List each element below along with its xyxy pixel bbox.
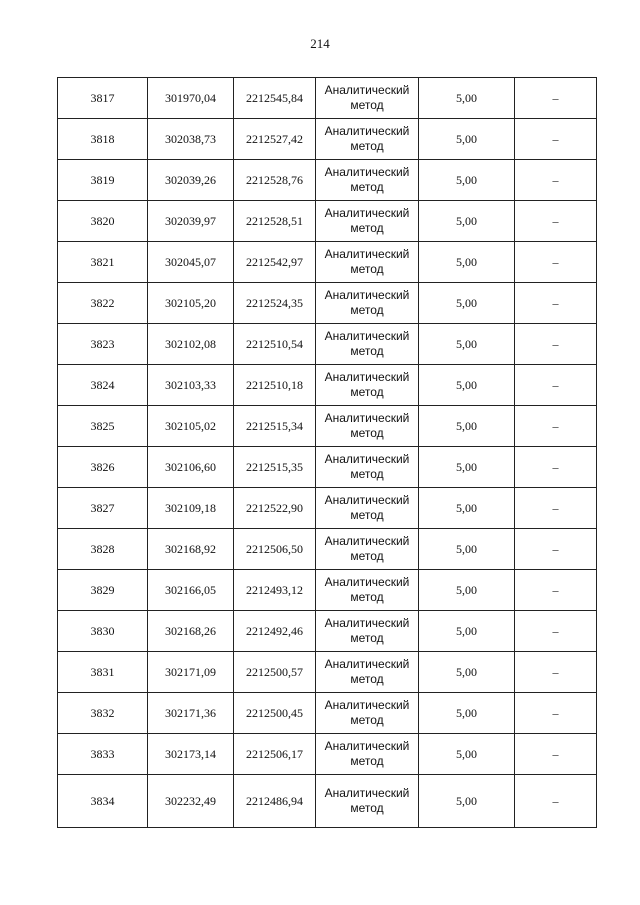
accuracy-cell: 5,00 [419, 78, 515, 119]
table-row [58, 324, 597, 365]
accuracy-cell: 5,00 [419, 693, 515, 734]
accuracy-cell: 5,00 [419, 119, 515, 160]
method-line-2: метод [350, 385, 384, 399]
point-number-cell: 3822 [58, 283, 148, 324]
y-coordinate-cell: 2212493,12 [234, 570, 316, 611]
note-cell: – [515, 447, 597, 488]
table-row [58, 406, 597, 447]
method-line-1: Аналитический [324, 698, 410, 712]
note-cell: – [515, 119, 597, 160]
x-coordinate-cell: 302102,08 [148, 324, 234, 365]
method-line-1: Аналитический [324, 657, 410, 671]
x-coordinate-cell: 302168,92 [148, 529, 234, 570]
note-cell: – [515, 365, 597, 406]
accuracy-cell: 5,00 [419, 283, 515, 324]
method-cell [316, 447, 419, 488]
page-number: 214 [310, 36, 330, 51]
table-row [58, 652, 597, 693]
accuracy-cell: 5,00 [419, 570, 515, 611]
accuracy-cell: 5,00 [419, 775, 515, 828]
note-cell: – [515, 406, 597, 447]
y-coordinate-cell: 2212515,34 [234, 406, 316, 447]
point-number-cell: 3825 [58, 406, 148, 447]
method-cell [316, 201, 419, 242]
method-cell [316, 611, 419, 652]
y-coordinate-cell: 2212506,17 [234, 734, 316, 775]
x-coordinate-cell: 301970,04 [148, 78, 234, 119]
method-line-2: метод [350, 344, 384, 358]
y-coordinate-cell: 2212528,51 [234, 201, 316, 242]
method-line-2: метод [350, 180, 384, 194]
method-line-1: Аналитический [324, 616, 410, 630]
point-number-cell: 3834 [58, 775, 148, 828]
method-line-2: метод [350, 426, 384, 440]
method-line-1: Аналитический [324, 288, 410, 302]
y-coordinate-cell: 2212510,18 [234, 365, 316, 406]
note-cell: – [515, 324, 597, 365]
method-line-2: метод [350, 98, 384, 112]
method-cell [316, 775, 419, 828]
x-coordinate-cell: 302171,36 [148, 693, 234, 734]
note-cell: – [515, 611, 597, 652]
method-line-1: Аналитический [324, 493, 410, 507]
note-cell: – [515, 160, 597, 201]
point-number-cell: 3821 [58, 242, 148, 283]
accuracy-cell: 5,00 [419, 365, 515, 406]
method-line-1: Аналитический [324, 786, 410, 800]
table-row [58, 611, 597, 652]
x-coordinate-cell: 302039,97 [148, 201, 234, 242]
accuracy-cell: 5,00 [419, 447, 515, 488]
method-line-1: Аналитический [324, 83, 410, 97]
x-coordinate-cell: 302039,26 [148, 160, 234, 201]
method-cell [316, 488, 419, 529]
table-row [58, 775, 597, 828]
method-line-2: метод [350, 631, 384, 645]
accuracy-cell: 5,00 [419, 652, 515, 693]
method-line-2: метод [350, 467, 384, 481]
method-line-1: Аналитический [324, 575, 410, 589]
point-number-cell: 3824 [58, 365, 148, 406]
method-cell [316, 283, 419, 324]
method-cell [316, 242, 419, 283]
table-row [58, 201, 597, 242]
method-line-2: метод [350, 801, 384, 815]
note-cell: – [515, 201, 597, 242]
table-row [58, 693, 597, 734]
method-line-1: Аналитический [324, 411, 410, 425]
table-row [58, 283, 597, 324]
note-cell: – [515, 734, 597, 775]
x-coordinate-cell: 302166,05 [148, 570, 234, 611]
accuracy-cell: 5,00 [419, 201, 515, 242]
x-coordinate-cell: 302038,73 [148, 119, 234, 160]
point-number-cell: 3826 [58, 447, 148, 488]
y-coordinate-cell: 2212486,94 [234, 775, 316, 828]
y-coordinate-cell: 2212515,35 [234, 447, 316, 488]
point-number-cell: 3829 [58, 570, 148, 611]
y-coordinate-cell: 2212510,54 [234, 324, 316, 365]
method-cell [316, 693, 419, 734]
method-line-2: метод [350, 549, 384, 563]
method-cell [316, 734, 419, 775]
method-line-2: метод [350, 713, 384, 727]
method-line-2: метод [350, 508, 384, 522]
y-coordinate-cell: 2212500,45 [234, 693, 316, 734]
y-coordinate-cell: 2212524,35 [234, 283, 316, 324]
point-number-cell: 3830 [58, 611, 148, 652]
table-body [58, 78, 597, 828]
point-number-cell: 3827 [58, 488, 148, 529]
y-coordinate-cell: 2212542,97 [234, 242, 316, 283]
note-cell: – [515, 693, 597, 734]
y-coordinate-cell: 2212528,76 [234, 160, 316, 201]
y-coordinate-cell: 2212500,57 [234, 652, 316, 693]
point-number-cell: 3820 [58, 201, 148, 242]
x-coordinate-cell: 302105,02 [148, 406, 234, 447]
table-row [58, 734, 597, 775]
method-cell [316, 406, 419, 447]
table-row [58, 365, 597, 406]
method-line-1: Аналитический [324, 452, 410, 466]
accuracy-cell: 5,00 [419, 488, 515, 529]
table-row [58, 529, 597, 570]
table-row [58, 447, 597, 488]
method-line-2: метод [350, 590, 384, 604]
method-line-2: метод [350, 754, 384, 768]
accuracy-cell: 5,00 [419, 242, 515, 283]
method-cell [316, 570, 419, 611]
method-line-2: метод [350, 221, 384, 235]
accuracy-cell: 5,00 [419, 529, 515, 570]
y-coordinate-cell: 2212545,84 [234, 78, 316, 119]
method-line-2: метод [350, 139, 384, 153]
method-cell [316, 78, 419, 119]
accuracy-cell: 5,00 [419, 611, 515, 652]
y-coordinate-cell: 2212522,90 [234, 488, 316, 529]
point-number-cell: 3819 [58, 160, 148, 201]
y-coordinate-cell: 2212506,50 [234, 529, 316, 570]
x-coordinate-cell: 302105,20 [148, 283, 234, 324]
x-coordinate-cell: 302173,14 [148, 734, 234, 775]
method-line-2: метод [350, 262, 384, 276]
method-line-1: Аналитический [324, 370, 410, 384]
y-coordinate-cell: 2212527,42 [234, 119, 316, 160]
note-cell: – [515, 78, 597, 119]
accuracy-cell: 5,00 [419, 734, 515, 775]
accuracy-cell: 5,00 [419, 324, 515, 365]
method-cell [316, 324, 419, 365]
note-cell: – [515, 775, 597, 828]
accuracy-cell: 5,00 [419, 160, 515, 201]
note-cell: – [515, 529, 597, 570]
method-line-1: Аналитический [324, 534, 410, 548]
table-row [58, 488, 597, 529]
note-cell: – [515, 283, 597, 324]
x-coordinate-cell: 302109,18 [148, 488, 234, 529]
note-cell: – [515, 488, 597, 529]
y-coordinate-cell: 2212492,46 [234, 611, 316, 652]
point-number-cell: 3818 [58, 119, 148, 160]
x-coordinate-cell: 302171,09 [148, 652, 234, 693]
method-cell [316, 652, 419, 693]
point-number-cell: 3823 [58, 324, 148, 365]
method-line-2: метод [350, 303, 384, 317]
table-row [58, 242, 597, 283]
method-line-1: Аналитический [324, 124, 410, 138]
accuracy-cell: 5,00 [419, 406, 515, 447]
x-coordinate-cell: 302045,07 [148, 242, 234, 283]
point-number-cell: 3833 [58, 734, 148, 775]
method-line-1: Аналитический [324, 165, 410, 179]
table-row [58, 78, 597, 119]
point-number-cell: 3831 [58, 652, 148, 693]
coordinates-table [57, 77, 597, 828]
point-number-cell: 3817 [58, 78, 148, 119]
table-row [58, 160, 597, 201]
x-coordinate-cell: 302103,33 [148, 365, 234, 406]
method-cell [316, 529, 419, 570]
method-line-1: Аналитический [324, 247, 410, 261]
note-cell: – [515, 242, 597, 283]
note-cell: – [515, 652, 597, 693]
method-line-1: Аналитический [324, 739, 410, 753]
method-line-2: метод [350, 672, 384, 686]
x-coordinate-cell: 302232,49 [148, 775, 234, 828]
x-coordinate-cell: 302106,60 [148, 447, 234, 488]
method-line-1: Аналитический [324, 206, 410, 220]
method-cell [316, 365, 419, 406]
table-row [58, 119, 597, 160]
method-cell [316, 160, 419, 201]
method-line-1: Аналитический [324, 329, 410, 343]
point-number-cell: 3832 [58, 693, 148, 734]
point-number-cell: 3828 [58, 529, 148, 570]
note-cell: – [515, 570, 597, 611]
table-row [58, 570, 597, 611]
method-cell [316, 119, 419, 160]
x-coordinate-cell: 302168,26 [148, 611, 234, 652]
